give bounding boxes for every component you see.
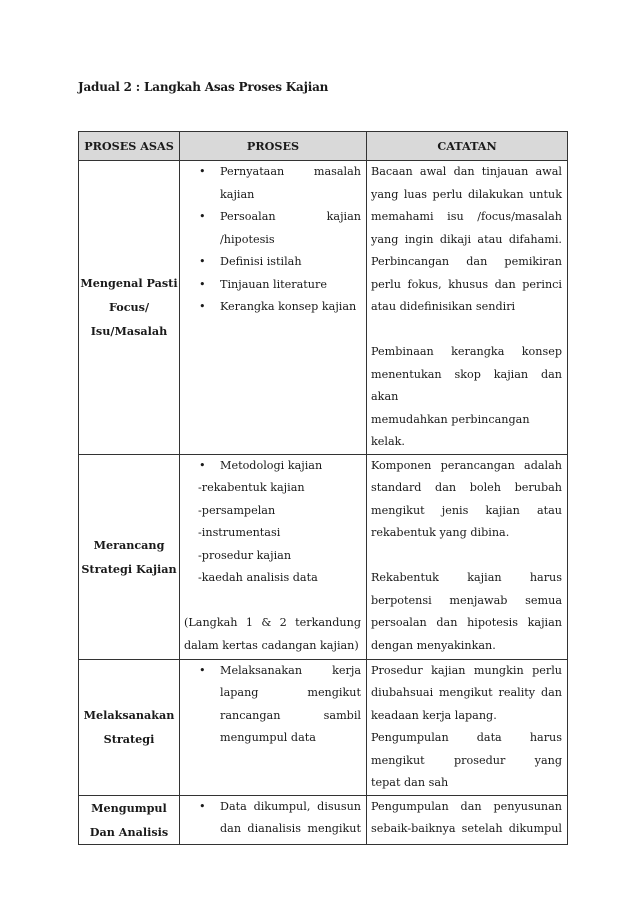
proses-cell	[180, 454, 367, 659]
asas-line: Focus/	[108, 300, 150, 315]
catatan-cell: Komponen perancangan adalah standard dan boleh berubah mengikut jenis kajian atau rekabentuk yang dibina. Rekabentuk kajian harus berpotensi menjawab semua persoalan dan hipotesis kajian dengan menyakinkan.	[367, 454, 568, 659]
process-table	[78, 131, 568, 845]
table-row	[79, 659, 568, 795]
proses-list	[180, 161, 366, 319]
sub-item: -persampelan	[198, 503, 276, 517]
table-row	[79, 454, 568, 659]
bullet-icon: •	[199, 300, 206, 313]
asas-line: Melaksanakan	[83, 708, 175, 722]
asas-line: Strategi	[103, 732, 155, 746]
bullet-icon: •	[199, 277, 206, 291]
sub-item: -rekabentuk kajian	[198, 481, 305, 494]
proses-cell	[180, 795, 367, 844]
list-item: • Pernyataan masalah kajian	[184, 161, 361, 206]
proses-list	[184, 455, 361, 478]
list-item: • Kerangka konsep kajian	[184, 296, 361, 319]
table-row	[79, 795, 568, 844]
list-item: • Definisi istilah	[184, 251, 361, 274]
header-proses: PROSES	[180, 132, 367, 161]
proses-list	[180, 660, 366, 750]
asas-line: Mengumpul	[91, 800, 167, 815]
asas-line: Isu/Masalah	[90, 324, 168, 339]
asas-line: Dan Analisis	[89, 824, 169, 839]
proses-cell	[180, 161, 367, 455]
proses-note: dalam kertas cadangan kajian)	[184, 638, 359, 652]
table-row	[79, 161, 568, 455]
list-item: • Data dikumpul, disusun dan dianalisis mengikut	[184, 796, 361, 841]
asas-cell	[79, 454, 180, 659]
asas-line: Merancang	[93, 537, 165, 552]
bullet-icon: •	[199, 210, 206, 223]
sub-item: -prosedur kajian	[198, 548, 292, 562]
sub-item: -instrumentasi	[198, 526, 281, 539]
asas-line: Strategi Kajian	[81, 561, 177, 576]
catatan-cell: Pengumpulan dan penyusunan sebaik-baiknya setelah dikumpul	[367, 795, 568, 844]
list-item: • Tinjauan literature	[184, 274, 361, 297]
proses-note: (Langkah 1 & 2 terkandung	[184, 616, 361, 629]
catatan-cell: Prosedur kajian mungkin perlu diubahsuai mengikut reality dan keadaan kerja lapang. Pengumpulan data harus mengikut prosedur yang tepat dan sah	[367, 659, 568, 795]
header-catatan: CATATAN	[367, 132, 568, 161]
bullet-icon: •	[199, 663, 206, 677]
catatan-cell: Bacaan awal dan tinjauan awal yang luas perlu dilakukan untuk memahami isu /focus/masalah yang ingin dikaji atau difahami. Perbincangan dan pemikiran perlu fokus, khusus dan perinci atau didefinisikan sendiri Pembinaan kerangka konsep menentukan skop kajian dan akan memudahkan perbincangan kelak.	[367, 161, 568, 455]
sub-item: -kaedah analisis data	[198, 571, 318, 584]
asas-cell	[79, 659, 180, 795]
list-item: • Melaksanakan kerja lapang mengikut rancangan sambil mengumpul data	[184, 660, 361, 750]
header-proses-asas: PROSES ASAS	[79, 132, 180, 161]
proses-cell	[180, 659, 367, 795]
bullet-icon: •	[199, 458, 206, 472]
bullet-icon: •	[199, 255, 206, 268]
table-caption: Jadual 2 : Langkah Asas Proses Kajian	[78, 80, 329, 94]
bullet-icon: •	[199, 165, 206, 178]
asas-cell	[79, 795, 180, 844]
list-item: • Persoalan kajian /hipotesis	[184, 206, 361, 251]
list-item: • Metodologi kajian	[184, 455, 361, 478]
table-header-row	[79, 132, 568, 161]
proses-list	[180, 796, 366, 841]
asas-line: Mengenal Pasti	[80, 276, 178, 291]
bullet-icon: •	[199, 799, 206, 813]
asas-cell	[79, 161, 180, 455]
